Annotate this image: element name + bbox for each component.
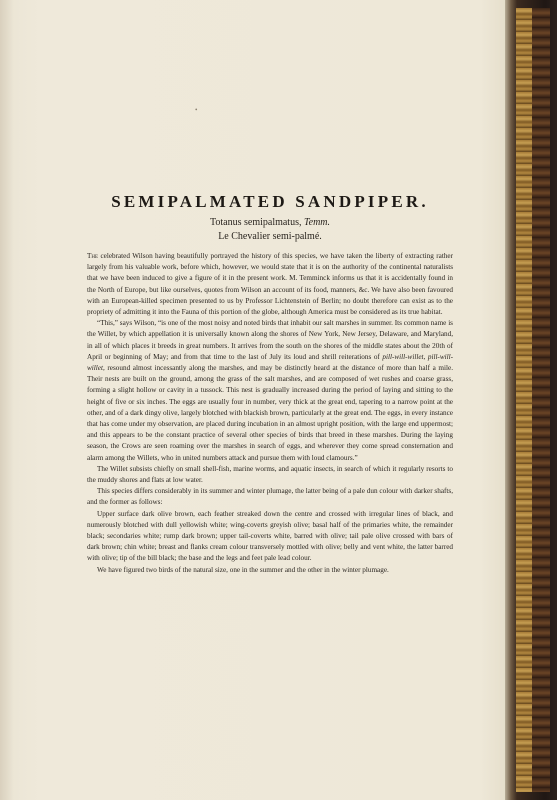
paragraph-intro-text: celebrated Wilson having beautifully portrayed the history of this species, we have taken the liberty of extracting rather largely from his valuable work, before which, however, we would state that it is on the authority of the continental naturalists that we have been induced to give a figure of it in the present work. M. Temminck informs us that it is accidentally found in the North of Europe, but like ourselves, quotes from Wilson an account of its food, manners, &c. We have also been favoured with an European-killed specimen presented to us by Professor Lichtenstein of Berlin; no doubt therefore can exist as to the propriety of admitting it into the Fauna of this portion of the globe, although America must be considered as its true habitat. (87, 252, 453, 317)
paragraph-figure-note: We have figured two birds of the natural size, one in the summer and the other in the winter plumage. (97, 565, 389, 574)
quote-part-b: resound almost incessantly along the marshes, and may be distinctly heard at the distance of more than half a mile. Their nests are built on the ground, among the grass of the salt marshes, and are composed of wet rushes and coarse grass, forming a slight hollow or cavity in a tussock. This nest is gradually increased during the period of laying and sitting to the height of five or six inches. The eggs are usually four in number, very thick at the great end, tapering to a narrow point at the other, and of a dark dingy olive, largely blotched with blackish brown, particularly at the great end. The eggs, in every instance that has come under my observation, are placed during incubation in an almost upright position, with the large end uppermost; and this appears to be the constant practice of several other species of birds that breed in these marshes. During the laying season, the Crows are seen roaming over the marshes in search of eggs, and wherever they come spread consternation and alarm among the Willets, who in united numbers attack and pursue them with loud clamours.” (87, 364, 453, 462)
page-title: SEMIPALMATED SANDPIPER. (111, 192, 429, 211)
drop-word: The (87, 252, 99, 260)
paragraph-food: The Willet subsists chiefly on small shell-fish, marine worms, and aquatic insects, in search of which it regularly resorts to the muddy shores and flats at low water. (87, 464, 453, 485)
paragraph-wilson-quote (87, 318, 453, 464)
quote-part-a: “This,” says Wilson, “is one of the most noisy and noted birds that inhabit our salt marshes in summer. Its common name is the Willet, by which appellation it is universally known along the shores of New York, New Jersey, Delaware, and Maryland, in all of which places it breeds in great numbers. It arrives from the south on the shores of the middle states about the 20th of April or beginning of May; and from that time to the last of July its loud and shrill reiterations of (87, 319, 453, 361)
paragraph-plumage: This species differs considerably in its summer and winter plumage, the latter being of a pale dun colour with darker shafts, and the former as follows: (87, 487, 453, 507)
cover-ornament (532, 8, 550, 792)
scientific-name: Totanus semipalmatus, (209, 217, 302, 228)
paragraph-intro (87, 251, 453, 318)
authority: Temm. (303, 217, 331, 228)
body-text (87, 251, 453, 576)
scientific-name-line (80, 217, 460, 228)
french-name: Le Chevalier semi-palmé. (218, 231, 322, 242)
call-notes: pill-will-willet, pill-will-willet, (87, 352, 454, 373)
gilt-border (516, 8, 532, 792)
paragraph-description: Upper surface dark olive brown, each feather streaked down the centre and crossed with irregular lines of black, and numerously blotched with dull yellowish white; wing-coverts greyish olive; basal half of the primaries white, the remainder black; secondaries white; rump dark brown; upper tail-coverts white, barred with olive; tail pale olive crossed with bars of dark brown; chin white; breast and flanks cream colour transversely mottled with olive; belly and vent white, the latter barred with olive; tip of the bill black; the base and the legs and feet pale lead colour. (87, 509, 453, 563)
pencil-mark: • (195, 106, 198, 114)
